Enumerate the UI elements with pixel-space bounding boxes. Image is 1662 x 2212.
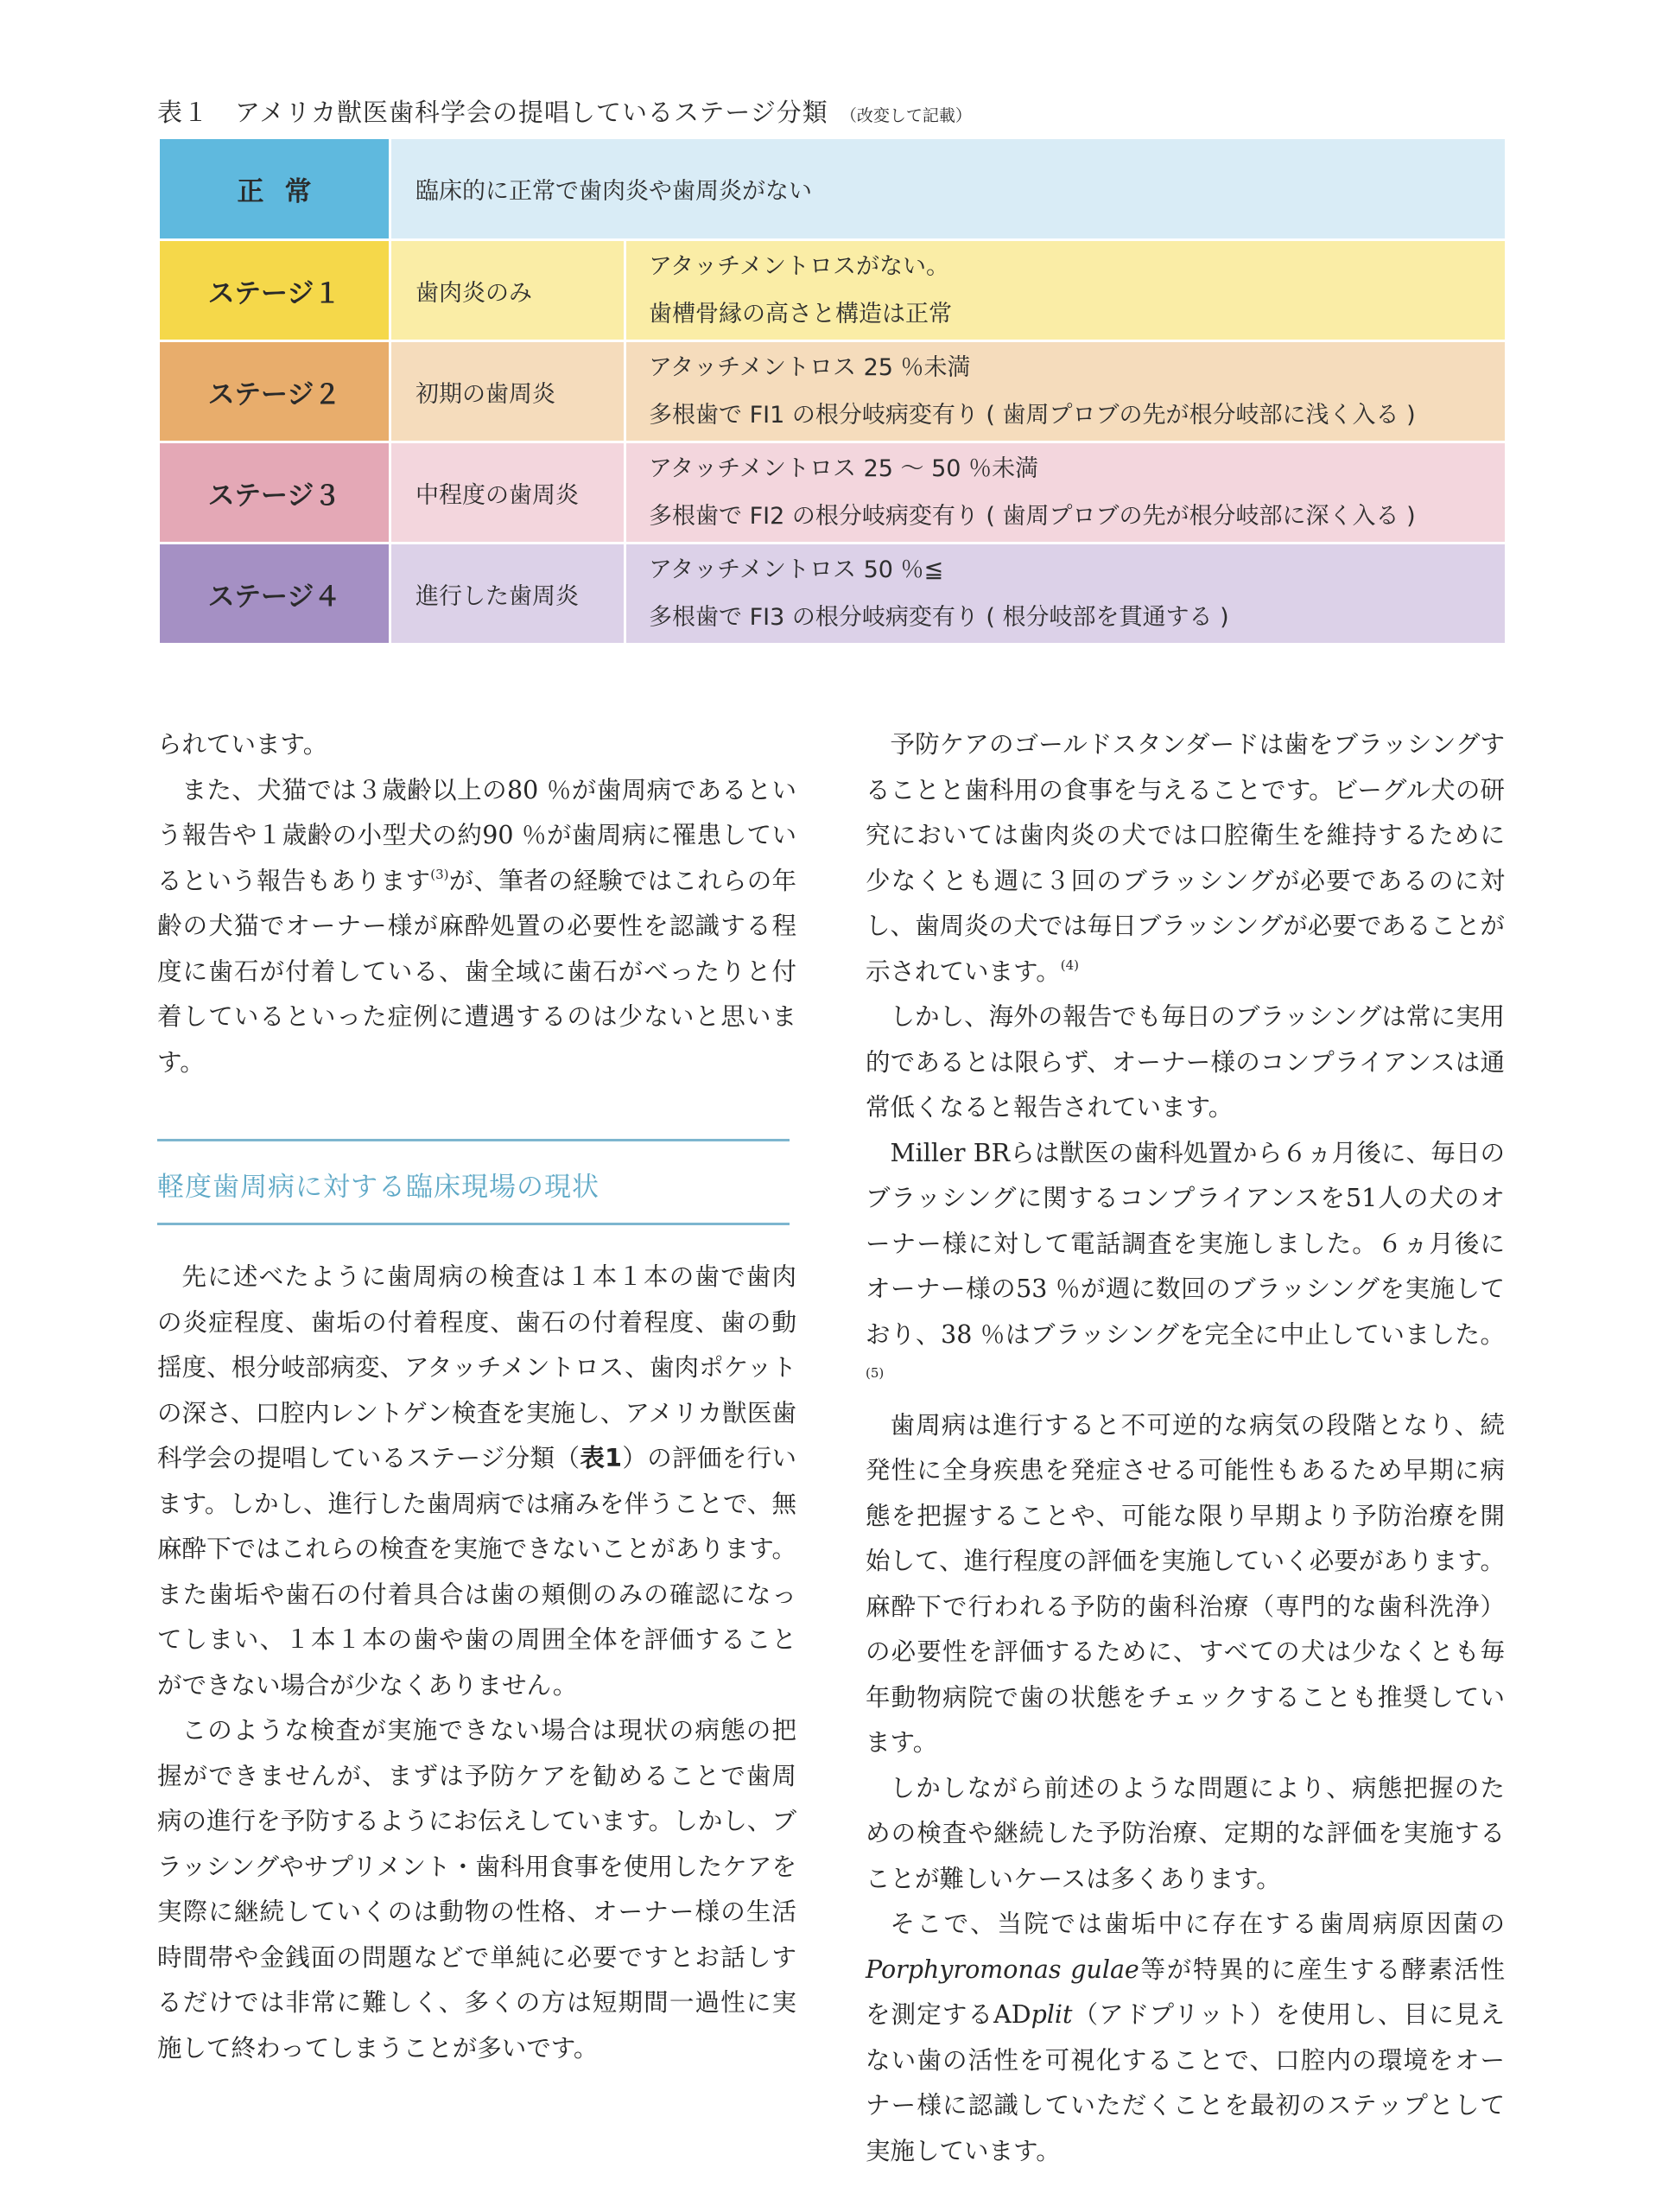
left-paragraph-2-text-a: また、犬猫では３歳齢以上の80 ％が歯周病であるという報告や１歳齢の小型犬の約90 ％が歯周病に罹患しているという報告もあります: [157, 775, 796, 895]
table-row-stage3: [159, 442, 1507, 543]
left-paragraph-3-text-b: ）の評価を行います。しかし、進行した歯周病では痛みを伴うことで、無麻酔下ではこれらの検査を実施できないことがあります。また歯垢や歯石の付着具合は歯の頬側のみの確認になってしまい、１本１本の歯や歯の周囲全体を評価することができない場合が少なくありません。: [157, 1444, 796, 1700]
stage-desc-1-line1: アタッチメントロスがない。: [649, 253, 950, 280]
stage-cell-normal: 正常: [159, 138, 390, 240]
table-row-stage2: [159, 341, 1507, 442]
table-caption: [157, 93, 972, 129]
stage-desc-4-line2: 多根歯で FI3 の根分岐病変有り ( 根分岐部を貫通する ): [649, 604, 1229, 631]
reference-5: (5): [866, 1365, 885, 1381]
right-column: [866, 722, 1505, 2174]
left-paragraph-2-text-b: が、筆者の経験ではこれらの年齢の犬猫でオーナー様が麻酔処置の必要性を認識する程度に歯石が付着している、歯全域に歯石がべったりと付着しているといった症例に遭遇するのは少ないと思います。: [157, 866, 796, 1077]
stage-cell-4: ステージ４: [159, 543, 390, 645]
right-paragraph-1-text: 予防ケアのゴールドスタンダードは歯をブラッシングすることと歯科用の食事を与えることです。ビーグル犬の研究においては歯肉炎の犬では口腔衛生を維持するために少なくとも週に３回のブラッシングが必要であるのに対し、歯周炎の犬では毎日ブラッシングが必要であることが示されています。: [866, 730, 1505, 986]
left-column-top: [157, 722, 796, 1085]
table-row-stage1: [159, 240, 1507, 341]
table-reference: 表1: [580, 1444, 623, 1472]
product-name-italic: plit: [1031, 2000, 1073, 2029]
stage-desc-1: [625, 240, 1507, 341]
stage-name-2: 初期の歯周炎: [390, 341, 625, 442]
stage-desc-4: [625, 543, 1507, 645]
species-name: Porphyromonas gulae: [866, 1955, 1139, 1984]
section-heading: [157, 1139, 790, 1225]
left-column-body: [157, 1255, 796, 2071]
stage-classification-table: [157, 137, 1507, 645]
stage-desc-3-line2: 多根歯で FI2 の根分岐病変有り ( 歯周プロブの先が根分岐部に深く入る ): [649, 503, 1416, 530]
stage-desc-2-line1: アタッチメントロス 25 ％未満: [649, 354, 971, 381]
section-heading-text: 軽度歯周病に対する臨床現場の現状: [157, 1172, 599, 1203]
stage-desc-3-line1: アタッチメントロス 25 〜 50 ％未満: [649, 455, 1039, 482]
right-paragraph-5: しかしながら前述のような問題により、病態把握のための検査や継続した予防治療、定期的な評価を実施することが難しいケースは多くあります。: [866, 1773, 1505, 1893]
right-paragraph-1: [866, 722, 1505, 995]
right-paragraph-6: [866, 1902, 1505, 2174]
reference-3: (3): [430, 866, 449, 882]
reference-4: (4): [1060, 957, 1079, 973]
caption-title: 表１ アメリカ獣医歯科学会の提唱しているステージ分類: [157, 98, 828, 127]
right-paragraph-2: しかし、海外の報告でも毎日のブラッシングは常に実用的であるとは限らず、オーナー様のコンプライアンスは通常低くなると報告されています。: [866, 1002, 1505, 1122]
left-paragraph-4: このような検査が実施できない場合は現状の病態の把握ができませんが、まずは予防ケアを勧めることで歯周病の進行を予防するようにお伝えしています。しかし、ブラッシングやサプリメント・歯科用食事を使用したケアを実際に継続していくのは動物の性格、オーナー様の生活時間帯や金銭面の問題などで単純に必要ですとお話しするだけでは非常に難しく、多くの方は短期間一過性に実施して終わってしまうことが多いです。: [157, 1716, 796, 2063]
caption-note: （改変して記載）: [840, 106, 972, 125]
left-paragraph-3: [157, 1255, 796, 1708]
stage-desc-2: [625, 341, 1507, 442]
stage-desc-1-line2: 歯槽骨縁の高さと構造は正常: [649, 301, 952, 327]
stage-cell-1: ステージ１: [159, 240, 390, 341]
right-paragraph-6-text-c: （アドプリット）を使用し、目に見えない歯の活性を可視化することで、口腔内の環境をオーナー様に認識していただくことを最初のステップとして実施しています。: [866, 2000, 1505, 2165]
stage-name-4: 進行した歯周炎: [390, 543, 625, 645]
right-paragraph-3-text: Miller BRらは獣医の歯科処置から６ヵ月後に、毎日のブラッシングに関するコンプライアンスを51人の犬のオーナー様に対して電話調査を実施しました。６ヵ月後にオーナー様の53 ％が週に数回のブラッシングを実施しており、38 ％はブラッシングを完全に中止していました。: [866, 1138, 1505, 1349]
stage-desc-3: [625, 442, 1507, 543]
right-paragraph-6-text-a: そこで、当院では歯垢中に存在する歯周病原因菌の: [890, 1910, 1505, 1938]
left-paragraph-2: [157, 768, 796, 1086]
table-row-normal: [159, 138, 1507, 240]
left-paragraph-3-text-a: 先に述べたように歯周病の検査は１本１本の歯で歯肉の炎症程度、歯垢の付着程度、歯石の付着程度、歯の動揺度、根分岐部病変、アタッチメントロス、歯肉ポケットの深さ、口腔内レントゲン検査を実施し、アメリカ獣医歯科学会の提唱しているステージ分類（: [157, 1262, 796, 1472]
stage-desc-4-line1: アタッチメントロス 50 ％≦: [649, 556, 944, 583]
right-paragraph-3: [866, 1131, 1505, 1403]
right-paragraph-6-text-b: 等が特異的に産生する酵素活性を測定するAD: [866, 1955, 1505, 2029]
stage-name-3: 中程度の歯周炎: [390, 442, 625, 543]
left-paragraph-1: られています。: [157, 730, 328, 759]
stage-cell-2: ステージ２: [159, 341, 390, 442]
table-row-stage4: [159, 543, 1507, 645]
stage-cell-3: ステージ３: [159, 442, 390, 543]
right-paragraph-4: 歯周病は進行すると不可逆的な病気の段階となり、続発性に全身疾患を発症させる可能性もあるため早期に病態を把握することや、可能な限り早期より予防治療を開始して、進行程度の評価を実施していく必要があります。麻酔下で行われる予防的歯科治療（専門的な歯科洗浄）の必要性を評価するために、すべての犬は少なくとも毎年動物病院で歯の状態をチェックすることも推奨しています。: [866, 1410, 1505, 1757]
stage-desc-2-line2: 多根歯で FI1 の根分岐病変有り ( 歯周プロブの先が根分岐部に浅く入る ): [649, 402, 1416, 429]
stage-name-1: 歯肉炎のみ: [390, 240, 625, 341]
normal-description: 臨床的に正常で歯肉炎や歯周炎がない: [390, 138, 1507, 240]
